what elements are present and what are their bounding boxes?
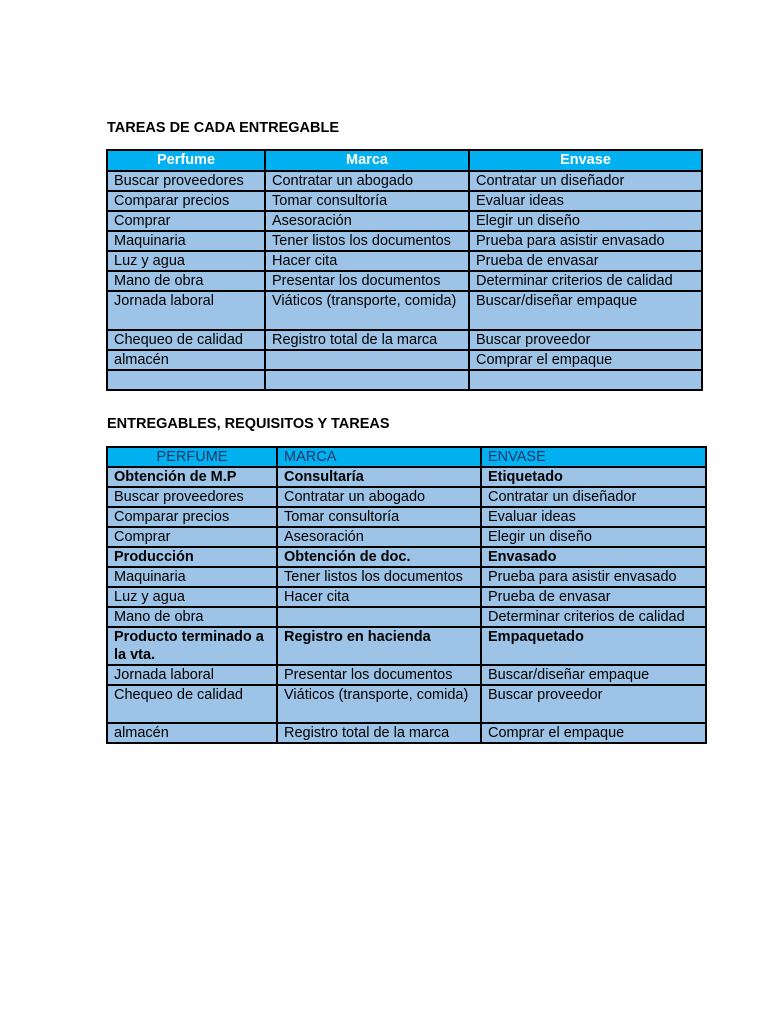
table-cell: Determinar criterios de calidad	[481, 607, 706, 627]
table-cell: Obtención de M.P	[107, 467, 277, 487]
table-header-row	[107, 447, 706, 467]
table-cell: Registro total de la marca	[265, 330, 469, 350]
table-cell: Comparar precios	[107, 507, 277, 527]
table-cell	[265, 350, 469, 370]
table-cell: Comprar el empaque	[481, 723, 706, 743]
table-cell: Comprar	[107, 211, 265, 231]
table-cell: Luz y agua	[107, 587, 277, 607]
table-cell: Empaquetado	[481, 627, 706, 665]
table-cell: Contratar un abogado	[277, 487, 481, 507]
table-cell: Determinar criterios de calidad	[469, 271, 702, 291]
table-cell: Luz y agua	[107, 251, 265, 271]
table-cell: Evaluar ideas	[481, 507, 706, 527]
table-cell: Presentar los documentos	[277, 665, 481, 685]
table-row	[107, 487, 706, 507]
table-row	[107, 350, 702, 370]
table-cell: Contratar un abogado	[265, 171, 469, 191]
table-cell: Buscar proveedor	[481, 685, 706, 723]
table-cell: Maquinaria	[107, 567, 277, 587]
table-cell: Prueba de envasar	[469, 251, 702, 271]
table-row	[107, 587, 706, 607]
table-cell: Mano de obra	[107, 271, 265, 291]
section-title-entregables: ENTREGABLES, REQUISITOS Y TAREAS	[107, 416, 390, 432]
table-cell: Buscar proveedores	[107, 487, 277, 507]
table-cell: Registro en hacienda	[277, 627, 481, 665]
table-header-row	[107, 150, 702, 171]
table-row	[107, 291, 702, 330]
column-header-marca: MARCA	[277, 447, 481, 467]
table-row	[107, 527, 706, 547]
table-cell: Comprar el empaque	[469, 350, 702, 370]
table-cell: Producción	[107, 547, 277, 567]
entregables-table	[106, 446, 707, 744]
table-cell: Viáticos (transporte, comida)	[265, 291, 469, 330]
table-row	[107, 607, 706, 627]
table-cell	[469, 370, 702, 390]
table-row	[107, 567, 706, 587]
table-cell: Chequeo de calidad	[107, 330, 265, 350]
table-cell: Tener listos los documentos	[277, 567, 481, 587]
table-cell: Contratar un diseñador	[469, 171, 702, 191]
table-cell: Prueba para asistir envasado	[469, 231, 702, 251]
table-cell: Asesoración	[265, 211, 469, 231]
table-cell: Producto terminado a la vta.	[107, 627, 277, 665]
table-cell: Comprar	[107, 527, 277, 547]
table-row	[107, 211, 702, 231]
table-cell: Buscar/diseñar empaque	[469, 291, 702, 330]
table-cell: Tomar consultoría	[265, 191, 469, 211]
table-cell: Maquinaria	[107, 231, 265, 251]
table-cell: Chequeo de calidad	[107, 685, 277, 723]
table-cell: Jornada laboral	[107, 291, 265, 330]
table-row	[107, 665, 706, 685]
column-header-perfume: PERFUME	[107, 447, 277, 467]
table-cell: Buscar proveedores	[107, 171, 265, 191]
table-cell: Elegir un diseño	[469, 211, 702, 231]
table-row	[107, 370, 702, 390]
table-cell: Buscar/diseñar empaque	[481, 665, 706, 685]
table-cell: Consultaría	[277, 467, 481, 487]
table-cell: almacén	[107, 350, 265, 370]
table-cell: Tomar consultoría	[277, 507, 481, 527]
table-cell: Comparar precios	[107, 191, 265, 211]
section-title-tareas: TAREAS DE CADA ENTREGABLE	[107, 120, 340, 136]
table-row	[107, 507, 706, 527]
table-cell: Etiquetado	[481, 467, 706, 487]
table-row	[107, 467, 706, 487]
table-row	[107, 191, 702, 211]
table-cell: Envasado	[481, 547, 706, 567]
table-row	[107, 627, 706, 665]
table-row	[107, 685, 706, 723]
table-cell: Tener listos los documentos	[265, 231, 469, 251]
table-cell: Evaluar ideas	[469, 191, 702, 211]
table-cell: Prueba para asistir envasado	[481, 567, 706, 587]
table-cell: Mano de obra	[107, 607, 277, 627]
table-cell: Prueba de envasar	[481, 587, 706, 607]
table-cell: Viáticos (transporte, comida)	[277, 685, 481, 723]
table-cell: Jornada laboral	[107, 665, 277, 685]
table-cell: Elegir un diseño	[481, 527, 706, 547]
table-cell: Presentar los documentos	[265, 271, 469, 291]
table-cell	[107, 370, 265, 390]
table-row	[107, 547, 706, 567]
tareas-table	[106, 149, 703, 391]
table-cell: Hacer cita	[265, 251, 469, 271]
table-cell: Buscar proveedor	[469, 330, 702, 350]
table-row	[107, 171, 702, 191]
column-header-marca: Marca	[265, 150, 469, 171]
table-row	[107, 271, 702, 291]
table-cell: Asesoración	[277, 527, 481, 547]
table-row	[107, 231, 702, 251]
table-cell: Obtención de doc.	[277, 547, 481, 567]
table-cell: Contratar un diseñador	[481, 487, 706, 507]
table-row	[107, 723, 706, 743]
table-row	[107, 251, 702, 271]
table-row	[107, 330, 702, 350]
column-header-perfume: Perfume	[107, 150, 265, 171]
column-header-envase: Envase	[469, 150, 702, 171]
table-cell: almacén	[107, 723, 277, 743]
table-cell: Hacer cita	[277, 587, 481, 607]
table-cell: Registro total de la marca	[277, 723, 481, 743]
column-header-envase: ENVASE	[481, 447, 706, 467]
table-cell	[277, 607, 481, 627]
table-cell	[265, 370, 469, 390]
